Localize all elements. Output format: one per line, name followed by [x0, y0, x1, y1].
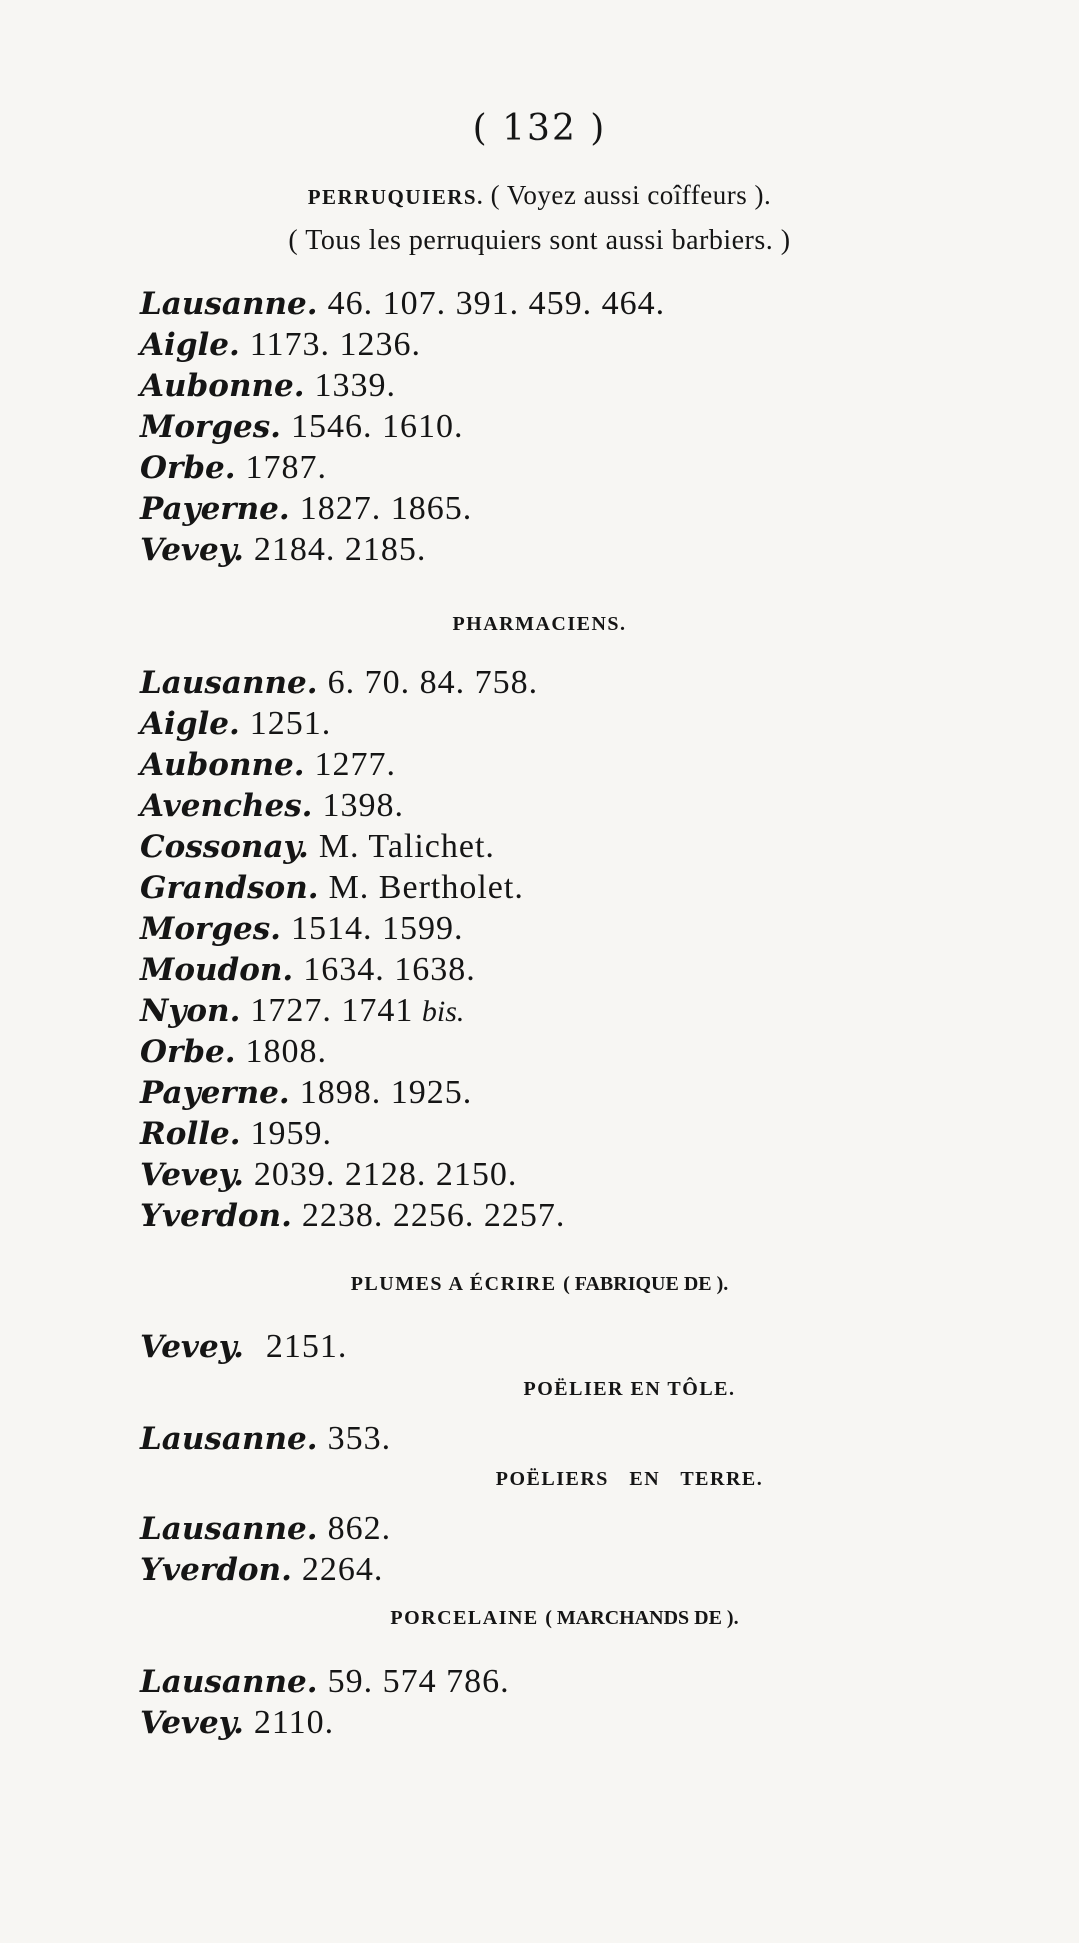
- entry-numbers: 353.: [327, 1420, 392, 1457]
- entry-numbers: 1787.: [245, 449, 328, 486]
- page-number: ( 132 ): [472, 108, 607, 149]
- town-name: Cossonay.: [140, 829, 309, 865]
- list-item: [140, 1031, 327, 1073]
- town-name: Rolle.: [140, 1116, 241, 1152]
- list-item: [140, 1326, 347, 1368]
- town-name: Morges.: [140, 409, 281, 445]
- list-item: [140, 529, 426, 571]
- section-heading-pharmaciens: [0, 613, 1079, 636]
- town-name: Vevey.: [140, 1157, 244, 1193]
- town-name: Orbe.: [140, 1034, 236, 1070]
- town-name: Moudon.: [140, 952, 294, 988]
- heading-note: ( Voyez aussi coîffeurs ).: [490, 180, 772, 210]
- entry-numbers: 1277.: [314, 746, 397, 783]
- list-item: [140, 488, 472, 530]
- section-heading-porcelaine: [0, 1607, 1079, 1630]
- town-name: Yverdon.: [140, 1198, 292, 1234]
- list-item: [140, 949, 476, 991]
- town-name: Vevey.: [140, 1329, 244, 1365]
- entry-numbers: 1546. 1610.: [290, 408, 464, 445]
- section-heading-perruquiers: [0, 180, 1079, 211]
- list-item: [140, 703, 331, 745]
- entry-numbers: 2151.: [265, 1328, 348, 1365]
- list-item: [140, 744, 396, 786]
- entry-numbers: 59. 574 786.: [327, 1663, 510, 1700]
- list-item: [140, 826, 495, 868]
- list-item: [140, 324, 421, 366]
- town-name: Avenches.: [140, 788, 313, 824]
- town-name: Aigle.: [140, 706, 240, 742]
- entry-numbers: 1398.: [322, 787, 404, 824]
- entry-numbers: 1173. 1236.: [249, 326, 422, 363]
- town-name: Vevey.: [140, 1705, 244, 1741]
- town-name: Nyon.: [140, 993, 241, 1029]
- entry-numbers: 6. 70. 84. 758.: [327, 664, 539, 701]
- town-name: Morges.: [140, 911, 281, 947]
- entry-numbers: M. Bertholet.: [328, 869, 524, 906]
- list-item: [140, 1418, 391, 1460]
- entry-numbers: 1339.: [314, 367, 397, 404]
- entry-numbers: 46. 107. 391. 459. 464.: [327, 285, 666, 322]
- list-item: [140, 447, 327, 489]
- town-name: Grandson.: [140, 870, 319, 906]
- list-item: [140, 1072, 472, 1114]
- entry-numbers: 2184. 2185.: [253, 531, 427, 568]
- entry-numbers: 862.: [327, 1510, 392, 1547]
- entry-numbers: 1959.: [250, 1115, 333, 1152]
- list-item: [140, 1113, 332, 1155]
- list-item: [140, 785, 404, 827]
- entry-numbers: 1634. 1638.: [303, 951, 476, 988]
- heading-text: POËLIER EN TÔLE.: [523, 1378, 736, 1400]
- list-item: [140, 283, 665, 325]
- town-name: Lausanne.: [140, 665, 318, 701]
- heading-text: PORCELAINE: [390, 1607, 539, 1629]
- town-name: Payerne.: [140, 1075, 290, 1111]
- entry-numbers: 1898. 1925.: [299, 1074, 473, 1111]
- entry-numbers: 2238. 2256. 2257.: [301, 1197, 566, 1234]
- list-item: [140, 1508, 391, 1550]
- list-item: [140, 1549, 383, 1591]
- entry-numbers: 1251.: [249, 705, 332, 742]
- list-item: [140, 1661, 510, 1703]
- list-item: [140, 1195, 565, 1237]
- town-name: Aubonne.: [140, 747, 305, 783]
- list-item: [140, 662, 538, 704]
- town-name: Payerne.: [140, 491, 290, 527]
- section-heading-poeliers-terre: [0, 1468, 1079, 1491]
- entry-numbers: 1808.: [245, 1033, 328, 1070]
- heading-text: POËLIERS EN TERRE.: [495, 1468, 764, 1490]
- heading-paren: ( FABRIQUE DE ).: [563, 1273, 729, 1295]
- town-name: Vevey.: [140, 532, 244, 568]
- entry-numbers: M. Talichet.: [318, 828, 495, 865]
- heading-paren: ( MARCHANDS DE ).: [545, 1607, 739, 1629]
- entry-numbers: 2110.: [253, 1704, 335, 1741]
- list-item: [140, 990, 464, 1032]
- heading-text: PLUMES A ÉCRIRE: [350, 1273, 557, 1295]
- town-name: Lausanne.: [140, 1664, 318, 1700]
- town-name: Aubonne.: [140, 368, 305, 404]
- section-subnote: ( Tous les perruquiers sont aussi barbiers. ): [288, 225, 791, 256]
- section-heading-plumes: [0, 1273, 1079, 1296]
- list-item: [140, 908, 463, 950]
- town-name: Lausanne.: [140, 1421, 318, 1457]
- list-item: [140, 365, 396, 407]
- town-name: Orbe.: [140, 450, 236, 486]
- entry-numbers: 2264.: [301, 1551, 384, 1588]
- list-item: [140, 1702, 334, 1744]
- town-name: Aigle.: [140, 327, 240, 363]
- section-heading-poelier-tole: [0, 1378, 1079, 1401]
- entry-numbers: 1514. 1599.: [290, 910, 464, 947]
- heading-text: PHARMACIENS.: [452, 613, 627, 635]
- list-item: [140, 406, 463, 448]
- list-item: [140, 1154, 517, 1196]
- town-name: Lausanne.: [140, 1511, 318, 1547]
- town-name: Yverdon.: [140, 1552, 292, 1588]
- entry-numbers: 1727. 1741: [250, 992, 414, 1029]
- entry-numbers: 2039. 2128. 2150.: [253, 1156, 518, 1193]
- entry-numbers: 1827. 1865.: [299, 490, 473, 527]
- town-name: Lausanne.: [140, 286, 318, 322]
- list-item: [140, 867, 524, 909]
- entry-suffix: bis.: [421, 995, 465, 1028]
- heading-text: PERRUQUIERS.: [307, 185, 484, 209]
